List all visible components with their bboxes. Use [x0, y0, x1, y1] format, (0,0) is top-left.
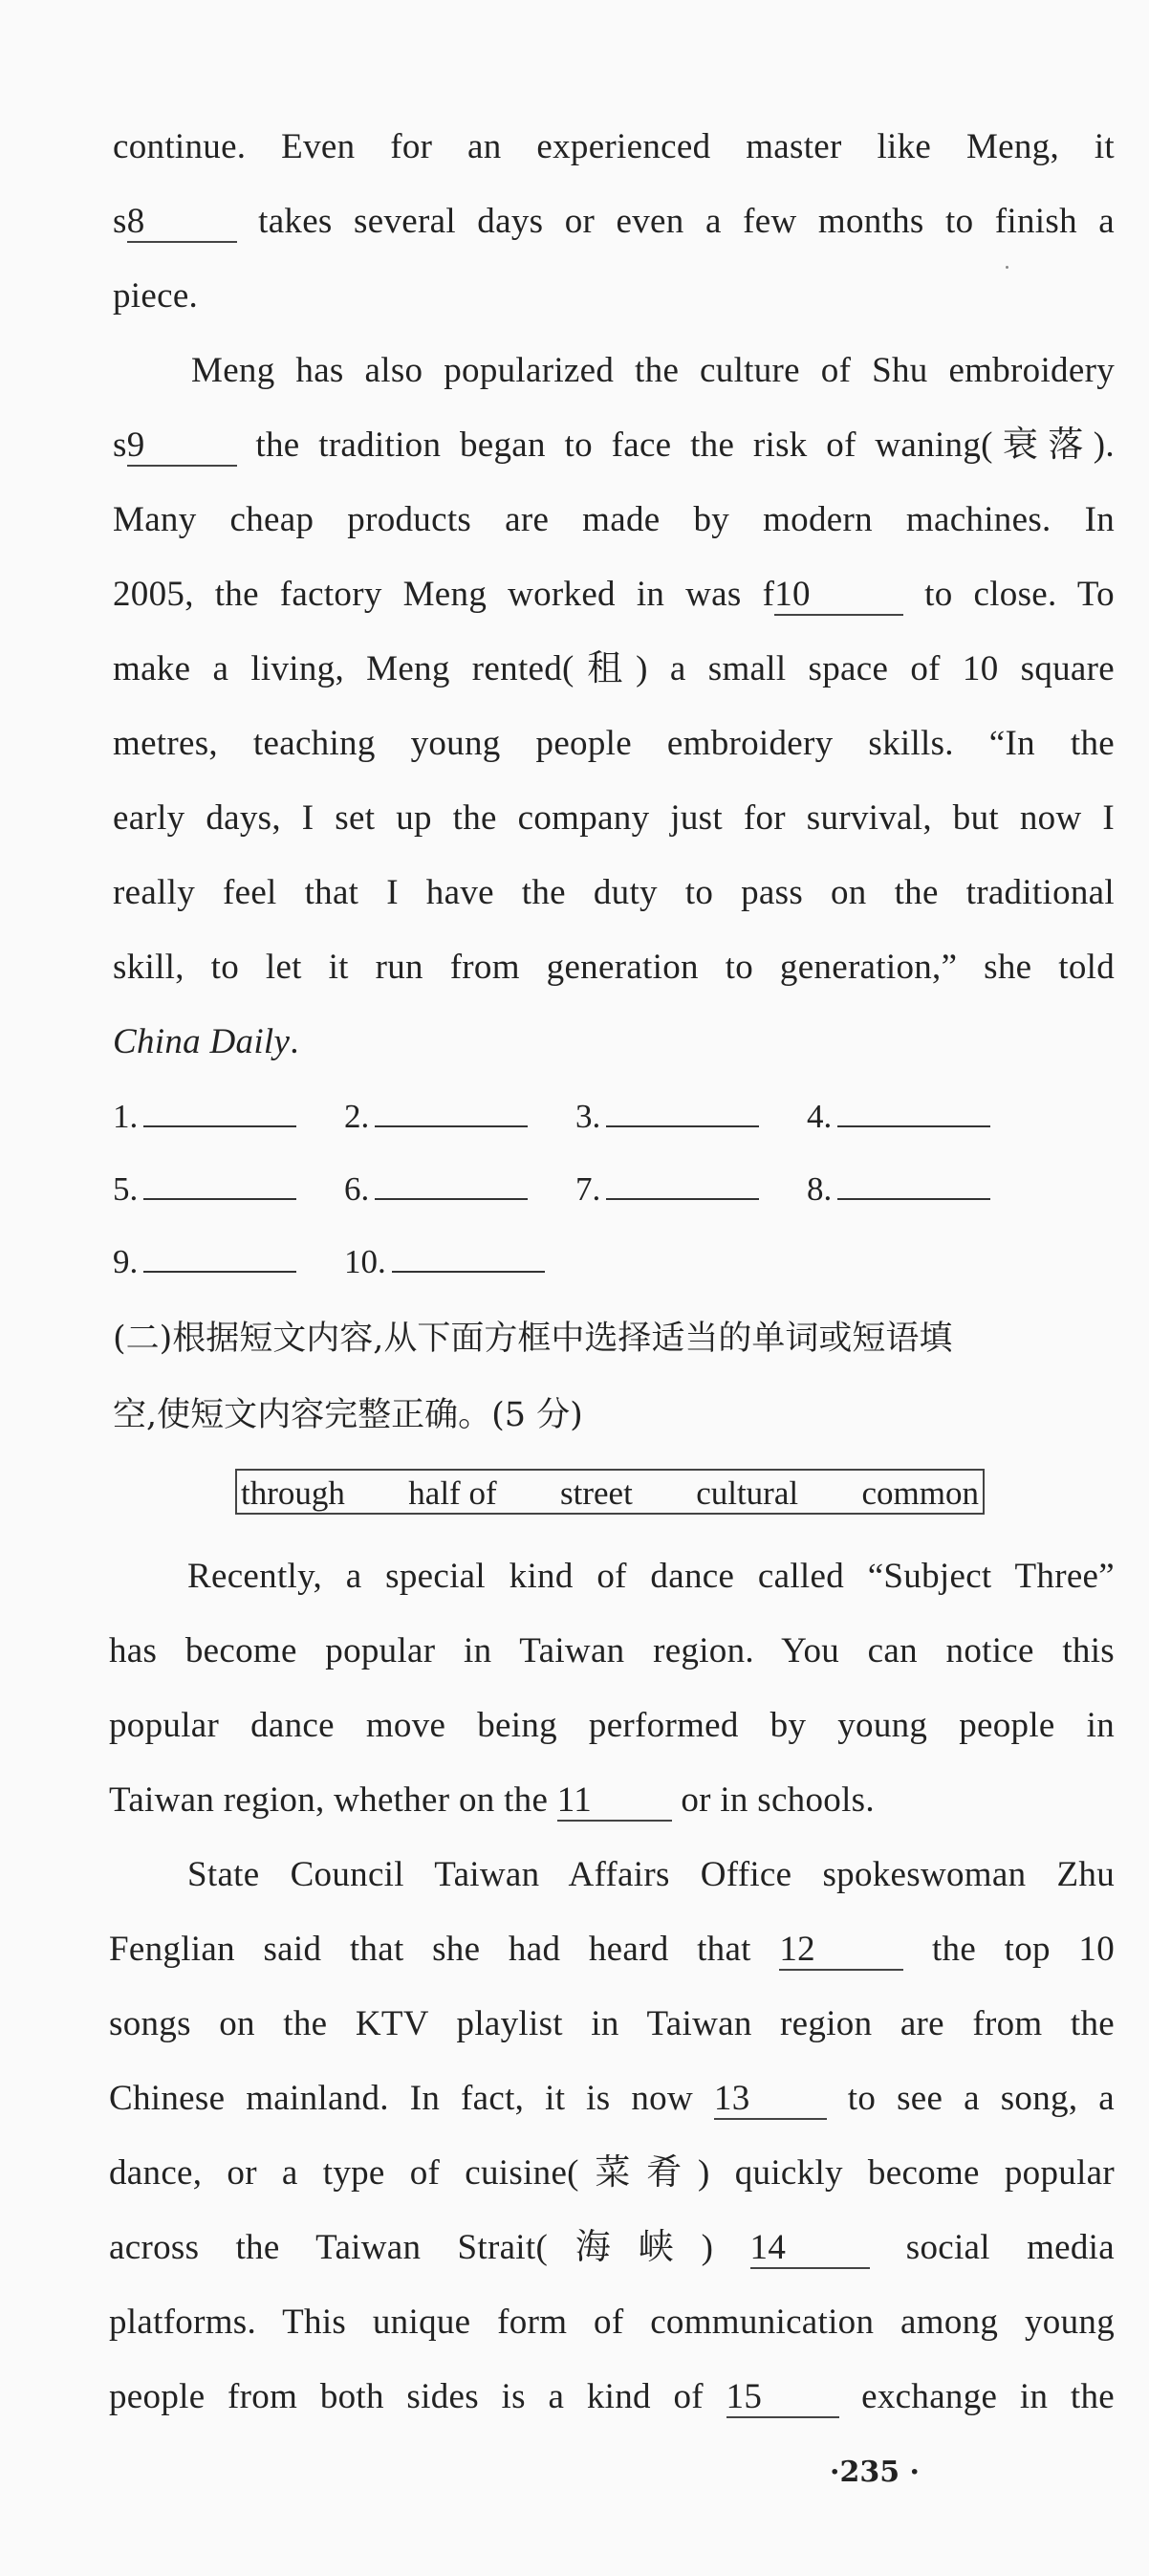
word-option-4: cultural [696, 1474, 799, 1512]
passage1-line-13: China Daily. [113, 1022, 299, 1061]
passage2-line-2: has become popular in Taiwan region. You can notice this [109, 1631, 1115, 1670]
answer-row-1 [113, 1081, 1038, 1153]
passage1-line-5: s9 the tradition began to face the risk of waning(衰落). [113, 426, 1115, 465]
word-bank-box [235, 1469, 985, 1515]
passage1-line-4: Meng has also popularized the culture of Shu embroidery [191, 351, 1115, 390]
section-2-instructions [113, 1300, 1115, 1453]
passage2-line-5: State Council Taiwan Affairs Office spokeswoman Zhu [187, 1855, 1115, 1894]
passage1-line-8: make a living, Meng rented(租) a small space of 10 square [113, 649, 1115, 688]
word-option-3: street [560, 1474, 633, 1512]
answer-4[interactable]: 4. [807, 1081, 1038, 1153]
passage2-line-3: popular dance move being performed by young people in [109, 1706, 1115, 1745]
passage-1 [113, 110, 1115, 1080]
source-name: China Daily [113, 1022, 291, 1061]
answer-10[interactable]: 10. [344, 1226, 575, 1299]
passage2-line-1: Recently, a special kind of dance called “Subject Three” [187, 1557, 1115, 1596]
answer-7[interactable]: 7. [575, 1153, 807, 1226]
passage2-line-9: dance, or a type of cuisine(菜肴) quickly become popular [109, 2153, 1115, 2193]
passage1-line-12: skill, to let it run from generation to generation,” she told [113, 948, 1115, 987]
blank-12[interactable]: 12 [779, 1931, 903, 1971]
blank-15[interactable]: 15 [726, 2378, 839, 2418]
answer-5[interactable]: 5. [113, 1153, 344, 1226]
word-option-2: half of [408, 1474, 497, 1512]
answer-8[interactable]: 8. [807, 1153, 1038, 1226]
passage1-line-3: piece. [113, 276, 199, 316]
word-option-5: common [861, 1474, 979, 1512]
passage1-line-1: continue. Even for an experienced master like Meng, it [113, 127, 1115, 166]
answer-6[interactable]: 6. [344, 1153, 575, 1226]
passage2-line-8: Chinese mainland. In fact, it is now 13 to see a song, a [109, 2079, 1115, 2118]
passage1-line-6: Many cheap products are made by modern machines. In [113, 500, 1115, 539]
passage1-line-2: s8 takes several days or even a few months to finish a [113, 202, 1115, 241]
word-option-1: through [241, 1474, 345, 1512]
instructions-line-2: 空,使短文内容完整正确。(5 分) [113, 1396, 583, 1434]
passage-2 [109, 1539, 1115, 2434]
passage2-line-7: songs on the KTV playlist in Taiwan region are from the [109, 2004, 1115, 2043]
passage2-line-12: people from both sides is a kind of 15 exchange in the [109, 2377, 1115, 2416]
answer-1[interactable]: 1. [113, 1081, 344, 1153]
answer-row-3 [113, 1226, 1038, 1299]
passage1-line-7: 2005, the factory Meng worked in was f10 to close. To [113, 575, 1115, 614]
answer-2[interactable]: 2. [344, 1081, 575, 1153]
blank-9[interactable]: 9 [127, 426, 237, 467]
passage2-line-11: platforms. This unique form of communication among young [109, 2303, 1115, 2342]
blank-8[interactable]: 8 [127, 203, 237, 243]
answer-blanks [113, 1081, 1038, 1299]
passage1-line-9: metres, teaching young people embroidery skills. “In the [113, 724, 1115, 763]
answer-9[interactable]: 9. [113, 1226, 344, 1299]
passage1-line-10: early days, I set up the company just for survival, but now I [113, 798, 1115, 838]
page-number: ·235 · [830, 2456, 920, 2489]
blank-10[interactable]: 10 [774, 576, 903, 616]
blank-13[interactable]: 13 [714, 2080, 827, 2120]
passage2-line-4: Taiwan region, whether on the 11 or in schools. [109, 1780, 875, 1820]
blank-14[interactable]: 14 [750, 2229, 870, 2269]
instructions-line-1: (二)根据短文内容,从下面方框中选择适当的单词或短语填 [113, 1320, 953, 1358]
blank-11[interactable]: 11 [557, 1781, 672, 1822]
passage2-line-6: Fenglian said that she had heard that 12 the top 10 [109, 1930, 1116, 1969]
answer-row-2 [113, 1153, 1038, 1226]
answer-3[interactable]: 3. [575, 1081, 807, 1153]
passage2-line-10: across the Taiwan Strait(海峡) 14 social media [109, 2228, 1115, 2267]
passage1-line-11: really feel that I have the duty to pass on the traditional [113, 873, 1115, 912]
